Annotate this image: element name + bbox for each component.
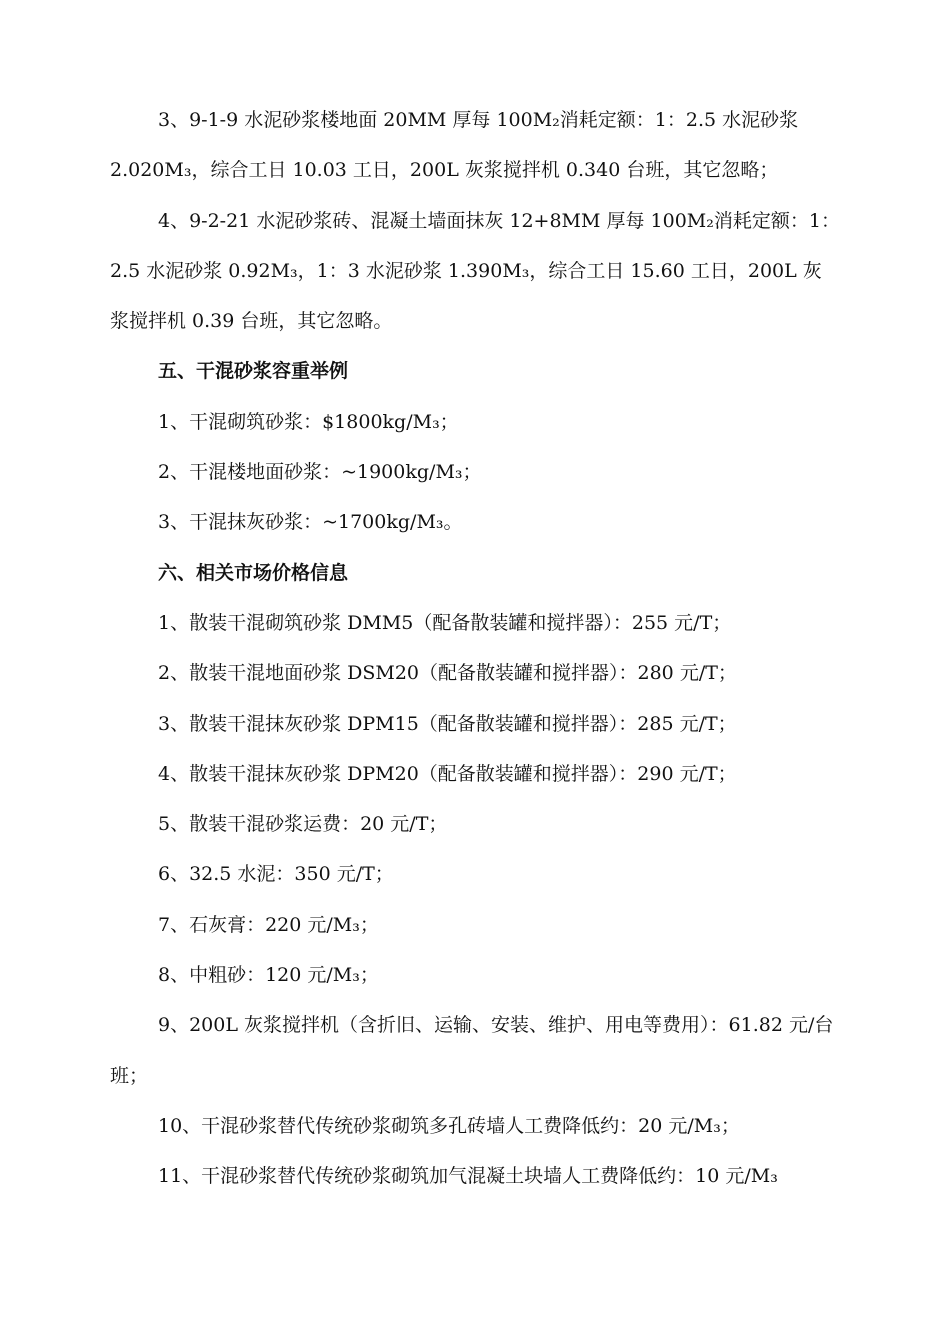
price-item: 5、散装干混砂浆运费：20 元/T； [158, 813, 448, 836]
price-item: 4、散装干混抹灰砂浆 DPM20（配备散装罐和搅拌器）：290 元/T； [158, 762, 737, 785]
price-item: 3、散装干混抹灰砂浆 DPM15（配备散装罐和搅拌器）：285 元/T； [158, 712, 737, 735]
section-6-heading: 六、相关市场价格信息 [158, 561, 349, 584]
section-5-heading: 五、干混砂浆容重举例 [158, 360, 349, 383]
price-item: 1、散装干混砌筑砂浆 DMM5（配备散装罐和搅拌器）：255 元/T； [158, 611, 732, 634]
price-item: 8、中粗砂：120 元/M₃； [158, 964, 379, 987]
section-5-item: 3、干混抹灰砂浆：~1700kg/M₃。 [158, 511, 463, 534]
price-item: 2、散装干混地面砂浆 DSM20（配备散装罐和搅拌器）：280 元/T； [158, 662, 737, 685]
price-item: 11、干混砂浆替代传统砂浆砌筑加气混凝土块墙人工费降低约：10 元/M₃ [158, 1165, 778, 1188]
price-item: 10、干混砂浆替代传统砂浆砌筑多孔砖墙人工费降低约：20 元/M₃； [158, 1114, 740, 1137]
price-item: 7、石灰膏：220 元/M₃； [158, 913, 379, 936]
section-5-item: 1、干混砌筑砂浆：$1800kg/M₃； [158, 410, 459, 433]
document-body [110, 95, 840, 1202]
price-item: 6、32.5 水泥：350 元/T； [158, 863, 394, 886]
quota-item-4: 4、9-2-21 水泥砂浆砖、混凝土墙面抹灰 12+8MM 厚每 100M₂消耗定额：1：2.5 水泥砂浆 0.92M₃，1：3 水泥砂浆 1.390M₃，综合工日 15.60 工日，200L 灰浆搅拌机 0.39 台班，其它忽略。 [110, 209, 840, 333]
price-item: 9、200L 灰浆搅拌机（含折旧、运输、安装、维护、用电等费用）：61.82 元/台班； [110, 1014, 834, 1087]
quota-item-3: 3、9-1-9 水泥砂浆楼地面 20MM 厚每 100M₂消耗定额：1：2.5 水泥砂浆 2.020M₃，综合工日 10.03 工日，200L 灰浆搅拌机 0.340 台班，其它忽略； [110, 109, 799, 182]
section-5-item: 2、干混楼地面砂浆：~1900kg/M₃； [158, 461, 482, 484]
